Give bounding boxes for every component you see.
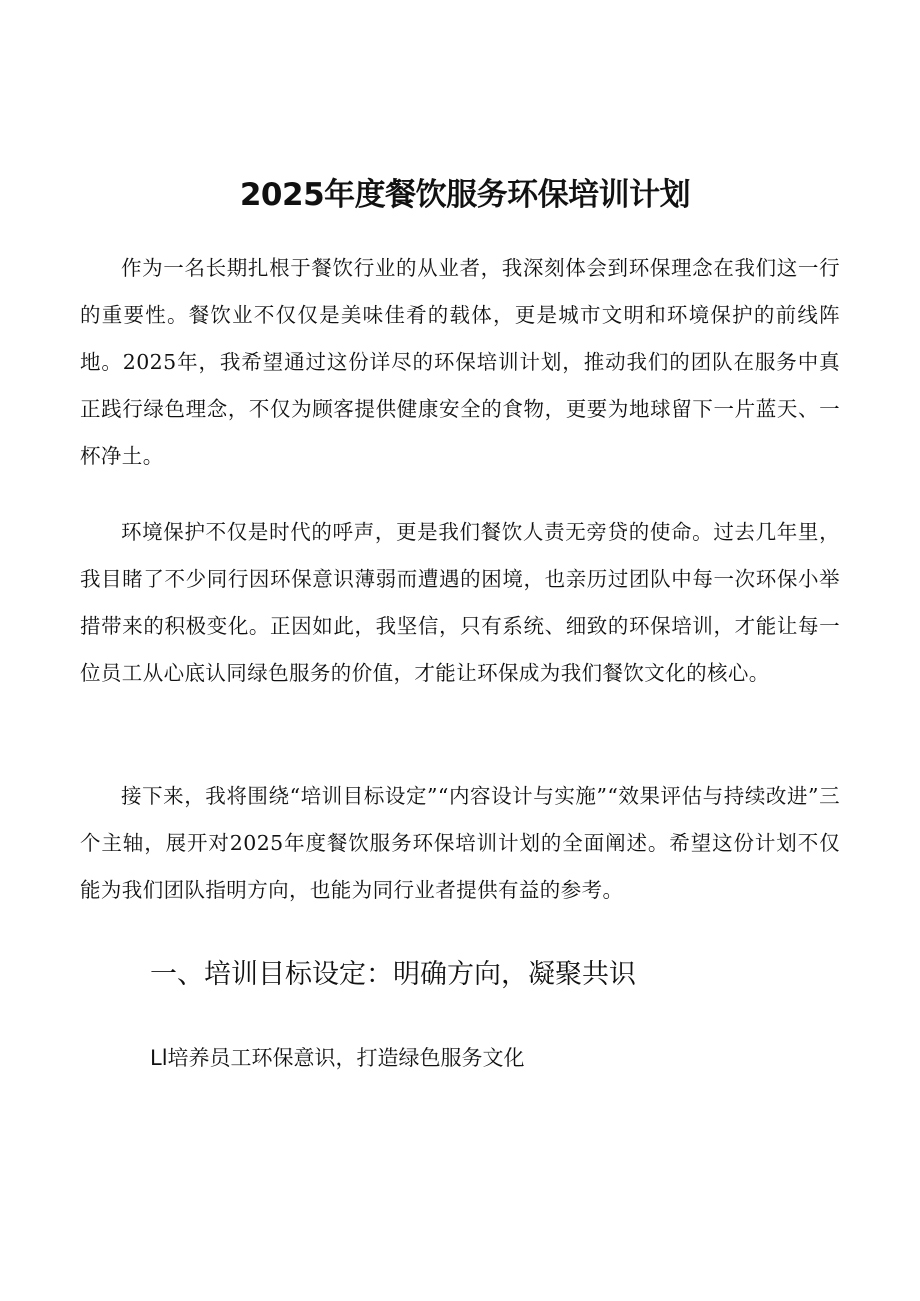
- mission-paragraph: 环境保护不仅是时代的呼声，更是我们餐饮人责无旁贷的使命。过去几年里，我目睹了不少同行因环保意识薄弱而遭遇的困境，也亲历过团队中每一次环保小举措带来的积极变化。正因如此，我坚信，只有系统、细致的环保培训，才能让每一位员工从心底认同绿色服务的价值，才能让环保成为我们餐饮文化的核心。: [80, 520, 840, 685]
- subsection-heading: Ll培养员工环保意识，打造绿色服务文化: [150, 1046, 525, 1070]
- document-title: 2025年度餐饮服务环保培训计划: [239, 177, 691, 213]
- intro-paragraph: 作为一名长期扎根于餐饮行业的从业者，我深刻体会到环保理念在我们这一行的重要性。餐饮业不仅仅是美味佳肴的载体，更是城市文明和环境保护的前线阵地。2025年，我希望通过这份详尽的环保培训计划，推动我们的团队在服务中真正践行绿色理念，不仅为顾客提供健康安全的食物，更要为地球留下一片蓝天、一杯净土。: [80, 256, 840, 468]
- outline-paragraph: 接下来，我将围绕“培训目标设定”“内容设计与实施”“效果评估与持续改进”三个主轴，展开对2025年度餐饮服务环保培训计划的全面阐述。希望这份计划不仅能为我们团队指明方向，也能为同行业者提供有益的参考。: [80, 784, 840, 902]
- section-heading: 一、培训目标设定：明确方向，凝聚共识: [150, 959, 636, 990]
